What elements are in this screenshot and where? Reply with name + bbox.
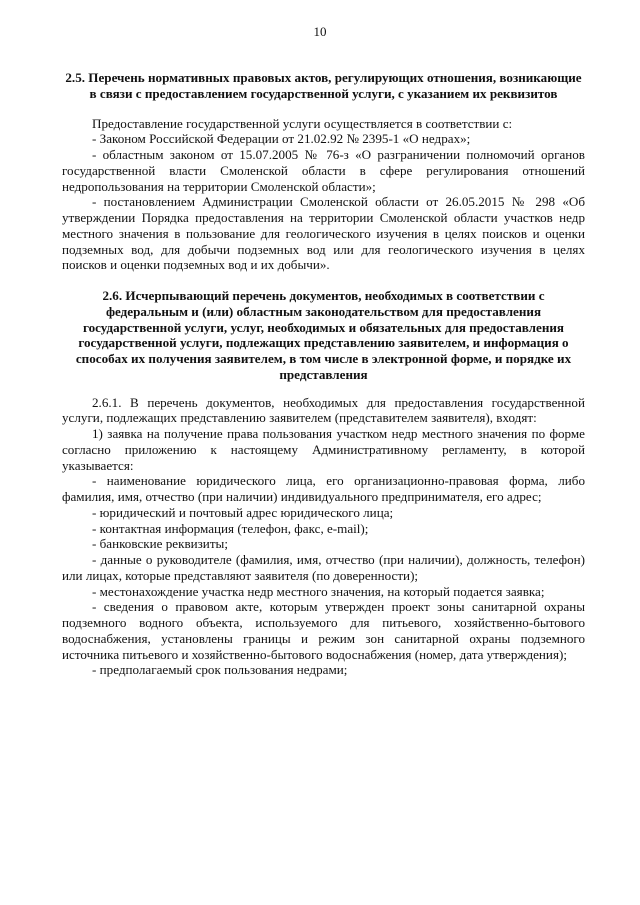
document-item-1: 1) заявка на получение права пользования участком недр местного значения по форме согласно приложению к настоящему Административному регламенту, в которой указывается: <box>62 426 585 473</box>
page-content <box>62 70 585 678</box>
legal-act-item: - постановлением Администрации Смоленской области от 26.05.2015 № 298 «Об утверждении Порядка предоставления на территории Смоленской области участков недр местного значения в пользование для геологического изучения в целях поисков и оценки подземных вод, для добычи подземных вод или для геологического изучения в целях поисков и оценки подземных вод и их добычи». <box>62 194 585 273</box>
section-2-6-heading: 2.6. Исчерпывающий перечень документов, необходимых в соответствии с федеральным и (или) областным законодательством для предоставления государственной услуги, услуг, необходимых и обязательных для предоставления государственной услуги, подлежащих представлению заявителем, и информация о способах их получения заявителем, в том числе в электронной форме, и порядке их представления <box>75 288 572 382</box>
section-2-5-heading: 2.5. Перечень нормативных правовых актов, регулирующих отношения, возникающие в связи с предоставлением государственной услуги, с указанием их реквизитов <box>65 70 582 101</box>
page-number: 10 <box>313 24 327 39</box>
legal-act-item: - областным законом от 15.07.2005 № 76-з «О разграничении полномочий органов государственной власти Смоленской области в сфере регулирования отношений недропользования на территории Смоленской области»; <box>62 147 585 194</box>
legal-act-item: - Законом Российской Федерации от 21.02.92 № 2395-1 «О недрах»; <box>92 131 471 147</box>
application-field-item: - местонахождение участка недр местного значения, на который подается заявка; <box>92 583 545 599</box>
application-field-item: - банковские реквизиты; <box>92 536 228 552</box>
section-2-5-intro: Предоставление государственной услуги осуществляется в соответствии с: <box>92 115 513 131</box>
application-field-item: - контактная информация (телефон, факс, e-mail); <box>92 520 369 536</box>
application-field-item: - сведения о правовом акте, которым утвержден проект зоны санитарной охраны подземного водного объекта, используемого для питьевого, хозяйственно-бытового водоснабжения, установлены границы и режим зон санитарной охраны подземного источника питьевого и хозяйственно-бытового водоснабжения (номер, дата утверждения); <box>62 599 585 662</box>
application-field-item: - наименование юридического лица, его организационно-правовая форма, либо фамилия, имя, отчество (при наличии) индивидуального предпринимателя, его адрес; <box>62 473 585 504</box>
application-field-item: - предполагаемый срок пользования недрами; <box>92 662 348 678</box>
application-field-item: - данные о руководителе (фамилия, имя, отчество (при наличии), должность, телефон) или лицах, которые представляют заявителя (по доверенности); <box>62 552 585 583</box>
application-field-item: - юридический и почтовый адрес юридического лица; <box>92 504 394 520</box>
paragraph-2-6-1: 2.6.1. В перечень документов, необходимых для предоставления государственной услуги, подлежащих представлению заявителем (представителем заявителя), входят: <box>62 394 585 426</box>
